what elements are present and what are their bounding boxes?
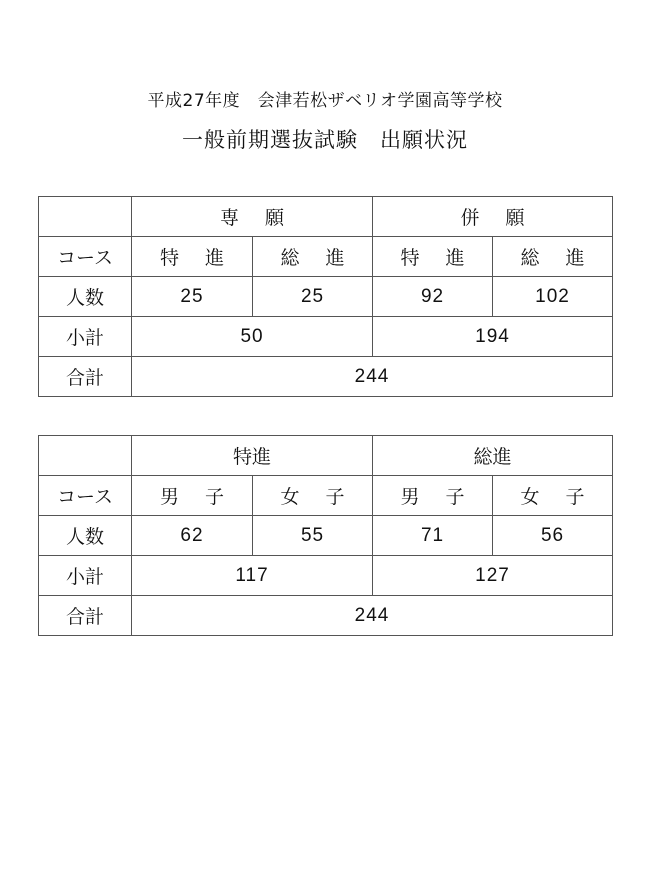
subtotal-cell: 127 [373, 556, 613, 596]
count-cell: 71 [373, 516, 493, 556]
empty-corner-cell [39, 436, 132, 476]
gender-cell: 女 子 [253, 476, 373, 516]
subtotal-row [39, 317, 613, 357]
subtotal-cell: 117 [132, 556, 373, 596]
count-cell: 25 [132, 277, 253, 317]
subtotal-row [39, 556, 613, 596]
total-cell: 244 [132, 357, 613, 397]
course-cell: 総 進 [253, 237, 373, 277]
course-cell: 特 進 [373, 237, 493, 277]
application-type-table [38, 196, 613, 397]
group-header: 総進 [373, 436, 613, 476]
total-row [39, 596, 613, 636]
row-label: コース [39, 476, 132, 516]
group-header-row [39, 197, 613, 237]
total-cell: 244 [132, 596, 613, 636]
course-cell: 総 進 [493, 237, 613, 277]
row-label: 人数 [39, 277, 132, 317]
count-cell: 102 [493, 277, 613, 317]
row-label: 小計 [39, 556, 132, 596]
group-header: 特進 [132, 436, 373, 476]
row-label: 合計 [39, 357, 132, 397]
gender-cell: 女 子 [493, 476, 613, 516]
subtotal-cell: 194 [373, 317, 613, 357]
group-header-row [39, 436, 613, 476]
total-row [39, 357, 613, 397]
row-label: コース [39, 237, 132, 277]
group-header: 併 願 [373, 197, 613, 237]
count-cell: 25 [253, 277, 373, 317]
count-cell: 56 [493, 516, 613, 556]
count-cell: 62 [132, 516, 253, 556]
count-row [39, 516, 613, 556]
course-row [39, 237, 613, 277]
count-row [39, 277, 613, 317]
subtotal-cell: 50 [132, 317, 373, 357]
count-cell: 55 [253, 516, 373, 556]
row-label: 合計 [39, 596, 132, 636]
group-header: 専 願 [132, 197, 373, 237]
course-cell: 特 進 [132, 237, 253, 277]
gender-cell: 男 子 [373, 476, 493, 516]
count-cell: 92 [373, 277, 493, 317]
empty-corner-cell [39, 197, 132, 237]
gender-cell: 男 子 [132, 476, 253, 516]
school-title: 平成27年度 会津若松ザベリオ学園高等学校 [147, 91, 503, 111]
gender-row [39, 476, 613, 516]
gender-breakdown-table [38, 435, 613, 636]
page-title: 一般前期選抜試験 出願状況 [182, 128, 468, 152]
row-label: 人数 [39, 516, 132, 556]
row-label: 小計 [39, 317, 132, 357]
